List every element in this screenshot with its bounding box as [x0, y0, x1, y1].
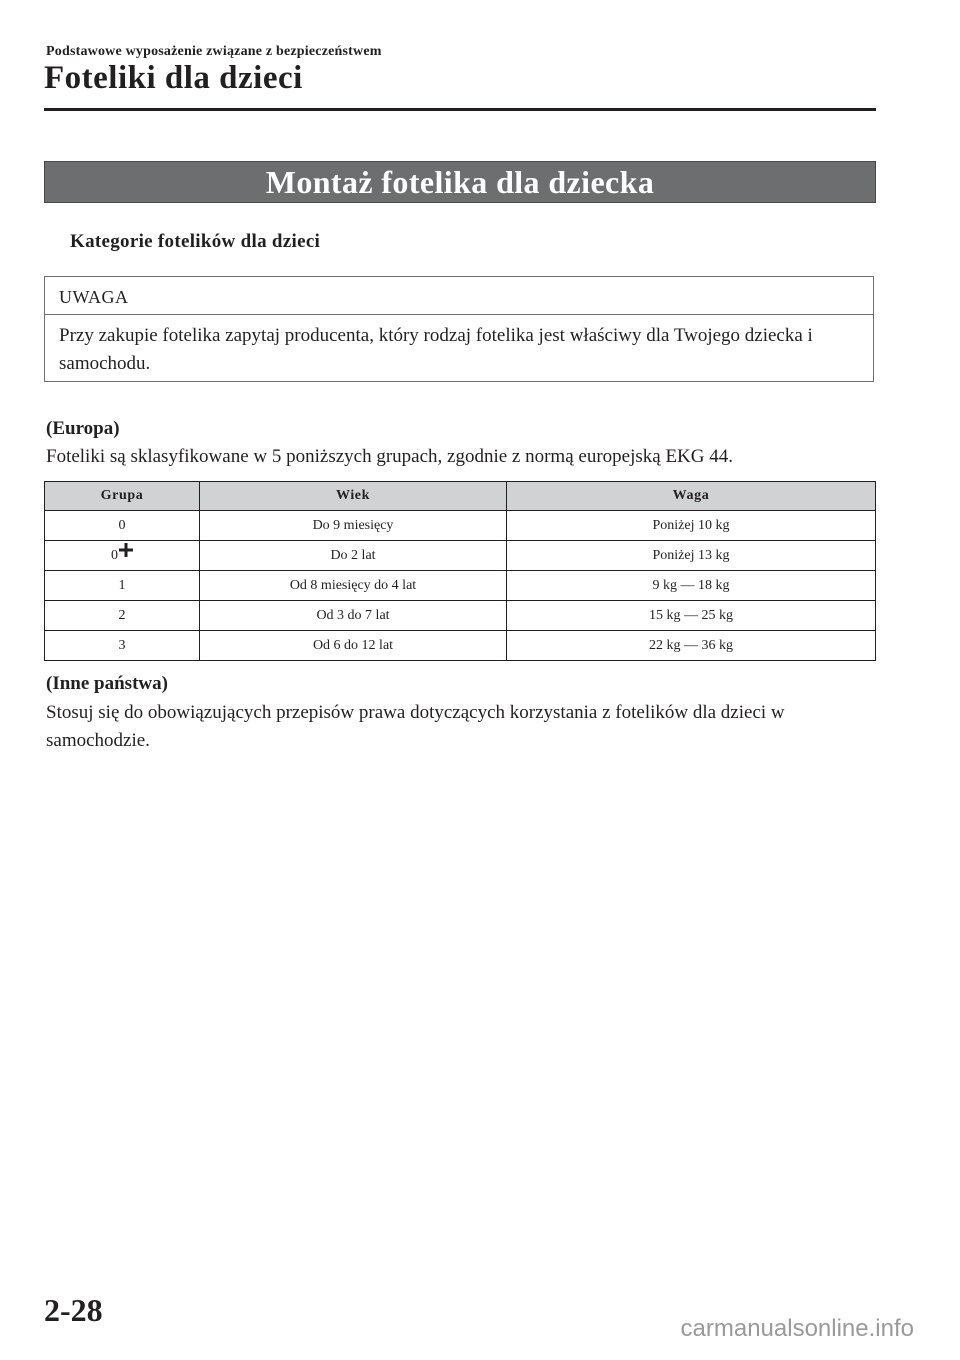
table-row	[45, 541, 876, 571]
title-divider	[44, 108, 876, 111]
cell-grupa: 0	[45, 511, 200, 541]
subheading-categories: Kategorie fotelików dla dzieci	[70, 231, 321, 252]
seat-group-table	[44, 481, 876, 661]
cell-waga: Poniżej 13 kg	[507, 541, 876, 571]
table-row	[45, 571, 876, 601]
watermark: carmanualsonline.info	[680, 1315, 914, 1342]
cell-grupa	[45, 541, 200, 571]
plus-icon	[119, 543, 133, 562]
cell-grupa: 1	[45, 571, 200, 601]
other-countries-heading: (Inne państwa)	[46, 673, 168, 694]
cell-grupa: 2	[45, 601, 200, 631]
table-row	[45, 601, 876, 631]
europe-text: Foteliki są sklasyfikowane w 5 poniższych grupach, zgodnie z normą europejską EKG 44.	[46, 446, 733, 467]
note-text: Przy zakupie fotelika zapytaj producenta, który rodzaj fotelika jest właściwy dla Twojego dziecka i samochodu.	[59, 325, 813, 374]
chapter-title: Foteliki dla dzieci	[44, 60, 303, 96]
header-waga: Waga	[507, 482, 876, 511]
header-grupa: Grupa	[45, 482, 200, 511]
note-box	[44, 276, 874, 382]
cell-waga: 22 kg — 36 kg	[507, 631, 876, 661]
cell-wiek: Od 6 do 12 lat	[200, 631, 507, 661]
cell-wiek: Do 2 lat	[200, 541, 507, 571]
breadcrumb: Podstawowe wyposażenie związane z bezpieczeństwem	[46, 44, 382, 59]
table-row	[45, 631, 876, 661]
table-row	[45, 511, 876, 541]
cell-waga: 9 kg — 18 kg	[507, 571, 876, 601]
cell-grupa-value: 0	[111, 547, 118, 563]
note-divider	[45, 314, 873, 315]
cell-waga: Poniżej 10 kg	[507, 511, 876, 541]
table-header-row	[45, 482, 876, 511]
cell-wiek: Od 3 do 7 lat	[200, 601, 507, 631]
header-wiek: Wiek	[200, 482, 507, 511]
note-label: UWAGA	[59, 287, 129, 307]
section-title-banner: Montaż fotelika dla dziecka	[44, 161, 876, 203]
cell-waga: 15 kg — 25 kg	[507, 601, 876, 631]
page-number: 2-28	[44, 1292, 103, 1328]
cell-grupa: 3	[45, 631, 200, 661]
cell-wiek: Do 9 miesięcy	[200, 511, 507, 541]
cell-wiek: Od 8 miesięcy do 4 lat	[200, 571, 507, 601]
other-countries-text: Stosuj się do obowiązujących przepisów prawa dotyczących korzystania z fotelików dla dzieci w samochodzie.	[46, 702, 785, 751]
europe-heading: (Europa)	[46, 418, 120, 439]
